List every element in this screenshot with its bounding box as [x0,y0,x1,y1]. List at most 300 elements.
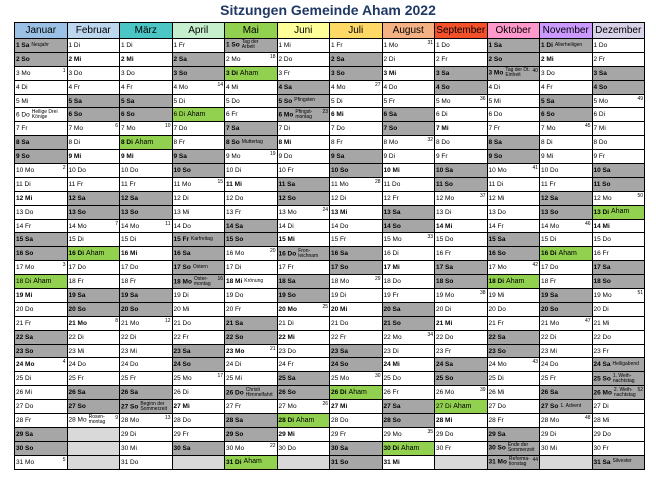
week-number: 19 [269,151,276,158]
day-cell [172,233,225,247]
day-number: 11 Fr [68,180,84,188]
day-number: 13 Mi [173,208,190,216]
day-number: 15 Mi [278,236,295,244]
day-cell [277,302,330,316]
day-cell [487,219,540,233]
day-row [15,455,645,469]
day-row [15,344,645,358]
day-cell [435,219,488,233]
day-number: 6 Mi [331,111,344,119]
day-cell [15,247,68,261]
day-number: 9 Di [383,153,396,161]
day-cell [540,94,593,108]
day-number: 15 Do [436,236,454,244]
day-number: 29 Di [541,430,557,438]
day-number: 4 Di [488,83,501,91]
day-number: 19 Fr [383,291,399,299]
day-number: 21 Mo [68,319,87,327]
day-row [15,39,645,53]
day-number: 9 Mi [541,153,554,161]
day-cell [277,344,330,358]
day-number: 15 Fr [173,236,190,244]
week-number: 31 [427,40,433,46]
day-cell [487,136,540,150]
day-number: 12 Do [226,194,244,202]
day-number: 3 Do [68,69,83,77]
day-number: 14 So [383,222,401,230]
day-number: 21 Do [331,319,349,327]
day-number: 30 Mo [226,444,245,452]
day-number: 21 Fr [16,319,32,327]
day-number: 13 Mi [331,208,348,216]
day-row [15,400,645,414]
holiday-note: Fron-leichnam [298,247,319,259]
day-row [15,150,645,164]
day-cell [67,136,120,150]
day-cell [15,275,68,289]
day-cell [382,427,435,441]
day-cell [67,302,120,316]
day-number: 2 Sa [173,55,187,63]
day-number: 26 So [278,389,296,397]
day-number: 16 Mi [121,250,138,258]
day-cell [15,191,68,205]
day-number: 7 Do [173,125,188,133]
day-number: 8 Di [121,139,133,147]
day-cell [382,150,435,164]
day-number: 20 Mo [278,305,297,313]
day-cell [487,344,540,358]
holiday-note: Muttertag [241,138,263,145]
day-cell [67,191,120,205]
day-number: 15 Sa [488,236,506,244]
event-label: Aham [187,111,206,119]
week-number: 20 [269,248,276,255]
day-cell [277,66,330,80]
day-cell [277,122,330,136]
day-cell [120,455,173,469]
day-number: 19 Sa [541,291,558,299]
day-number: 27 So [541,403,559,411]
day-number: 26 Sa [121,389,138,397]
day-number: 16 Sa [331,250,348,258]
month-header-november: November [540,23,593,39]
day-cell [225,400,278,414]
day-row [15,108,645,122]
day-number: 20 Fr [226,305,242,313]
day-cell [592,66,645,80]
day-cell [225,386,278,400]
day-cell [487,414,540,428]
day-cell [67,66,120,80]
day-cell [592,344,645,358]
holiday-note: Oster-montag [193,275,211,287]
day-cell [67,80,120,94]
day-cell [225,330,278,344]
day-number: 24 Sa [593,361,611,369]
day-cell [15,441,68,455]
day-cell [67,164,120,178]
day-number: 2 So [488,55,503,63]
week-number: 30 [374,373,381,380]
day-number: 28 Di [278,416,295,424]
day-cell [225,302,278,316]
day-cell [435,344,488,358]
day-cell [435,122,488,136]
day-cell [487,164,540,178]
day-number: 15 Do [593,236,611,244]
day-number: 24 Di [226,361,242,369]
day-cell [540,205,593,219]
day-cell [487,247,540,261]
day-cell [382,80,435,94]
day-cell [277,400,330,414]
day-row [15,289,645,303]
week-number: 40 [532,67,538,74]
day-number: 17 Sa [593,264,611,272]
day-cell [172,261,225,275]
day-number: 4 So [593,83,608,91]
day-number: 20 Do [488,305,506,313]
day-cell [540,122,593,136]
week-number: 21 [269,345,276,352]
day-number: 2 Sa [331,55,345,63]
day-number: 23 Sa [331,347,348,355]
day-number: 5 So [278,97,293,105]
day-cell [172,164,225,178]
day-cell [592,372,645,386]
day-cell [172,247,225,261]
day-number: 25 Mo [331,375,350,383]
day-number: 4 Fr [541,83,553,91]
day-cell [487,177,540,191]
day-cell [540,261,593,275]
day-number: 2 Mo [226,55,241,63]
day-number: 14 Mo [68,222,87,230]
day-cell [15,80,68,94]
day-number: 30 Mi [541,444,557,452]
day-cell [330,261,383,275]
day-number: 3 Sa [593,69,607,77]
day-number: 29 Fr [173,430,189,438]
day-number: 5 Sa [121,97,135,105]
week-number: 50 [637,192,643,199]
day-number: 14 Mo [121,222,140,230]
day-number: 9 So [488,153,503,161]
day-number: 1 Mo [383,41,398,49]
day-cell [120,80,173,94]
day-cell [487,205,540,219]
day-cell [540,414,593,428]
day-number: 25 So [436,375,454,383]
day-cell [67,330,120,344]
day-cell [225,122,278,136]
day-cell [330,330,383,344]
event-label: Aham [558,250,577,258]
day-number: 7 Mo [121,125,136,133]
day-cell [120,372,173,386]
day-number: 16 Di [541,250,557,258]
day-number: 10 Do [121,166,139,174]
day-cell [330,289,383,303]
day-row [15,66,645,80]
day-cell [435,358,488,372]
day-number: 10 Fr [278,166,294,174]
day-row [15,441,645,455]
day-cell [487,372,540,386]
day-number: 18 So [436,278,454,286]
day-number: 11 Mo [331,180,349,188]
day-number: 4 Sa [278,83,292,91]
day-cell [330,122,383,136]
day-cell [277,247,330,261]
day-number: 23 Mo [226,347,245,355]
day-number: 16 So [16,250,34,258]
day-number: 17 Do [121,264,139,272]
week-number: 23 [322,109,328,116]
day-number: 2 Mi [68,55,82,63]
day-number: 24 Sa [436,361,453,369]
day-cell [540,39,593,53]
day-number: 26 Mi [16,389,32,397]
day-number: 20 Di [593,305,609,313]
day-cell [540,177,593,191]
day-cell [592,386,645,400]
day-number: 4 Fr [121,83,133,91]
day-number: 7 Sa [226,125,240,133]
month-header-februar: Februar [67,23,120,39]
day-cell [592,136,645,150]
day-cell [225,358,278,372]
day-number: 11 Fr [121,180,136,188]
day-number: 21 Di [278,319,294,327]
day-cell [540,302,593,316]
day-number: 14 Di [278,222,294,230]
day-cell [382,122,435,136]
day-cell [540,80,593,94]
day-number: 14 Mi [593,222,610,230]
holiday-note: Heiligabend [612,361,639,368]
day-number: 14 Fr [488,222,504,230]
day-number: 19 Mi [488,291,505,299]
day-number: 27 Mi [331,403,348,411]
day-number: 11 Mi [226,180,242,188]
day-cell [67,289,120,303]
day-number: 30 Mi [121,444,137,452]
day-number: 19 Di [331,291,347,299]
day-number: 22 Fr [173,333,189,341]
day-cell [540,344,593,358]
day-cell [540,289,593,303]
day-cell [225,150,278,164]
day-number: 12 Sa [541,194,558,202]
day-cell [172,219,225,233]
day-cell [67,219,120,233]
day-number: 3 So [331,69,345,77]
day-number: 2 Mi [121,55,134,63]
day-number: 26 Fr [383,389,399,397]
event-label: Aham [506,277,525,285]
day-row [15,414,645,428]
day-number: 26 Mo [436,389,455,397]
day-cell [15,386,68,400]
day-number: 9 So [16,153,30,161]
day-cell [225,164,278,178]
day-cell [172,66,225,80]
day-cell [15,122,68,136]
day-cell [277,150,330,164]
day-number: 18 Mo [331,278,350,286]
day-number: 4 Fr [68,83,81,91]
day-number: 1 So [226,42,240,50]
day-number: 17 So [331,264,349,272]
day-number: 25 Sa [278,375,296,383]
day-cell [435,414,488,428]
day-number: 21 Mo [541,319,560,327]
day-number: 6 Di [436,111,448,119]
day-row [15,122,645,136]
holiday-note: 1. Weih-nachtstag [612,372,635,384]
month-header-august: August [382,23,435,39]
day-number: 28 Mi [593,416,610,424]
day-number: 19 Sa [121,291,138,299]
day-number: 26 Sa [68,389,86,397]
holiday-note: Ostern [192,263,208,270]
day-number: 16 Mo [226,250,245,258]
day-number: 20 So [121,305,139,313]
day-number: 19 Do [226,291,244,299]
day-cell [487,358,540,372]
day-number: 10 So [331,166,349,174]
day-cell [330,66,383,80]
day-cell [435,247,488,261]
day-number: 14 Mo [541,222,560,230]
day-cell [487,441,540,455]
day-cell [172,386,225,400]
day-cell [172,344,225,358]
day-number: 6 Di [173,111,186,119]
day-cell [487,52,540,66]
day-cell [67,358,120,372]
day-number: 17 Sa [436,264,453,272]
month-header-dezember: Dezember [592,23,645,39]
day-cell [120,330,173,344]
day-cell [487,261,540,275]
day-cell [277,427,330,441]
day-cell [120,358,173,372]
day-number: 9 Fr [436,153,448,161]
day-number: 23 So [488,347,506,355]
day-cell [225,108,278,122]
day-cell [487,316,540,330]
day-cell [592,122,645,136]
day-number: 21 Do [173,319,191,327]
day-number: 17 Mo [16,264,35,272]
week-number: 1 [62,67,66,74]
day-cell [15,330,68,344]
day-cell [592,455,645,469]
day-cell [277,261,330,275]
day-number: 1 Fr [173,41,186,49]
day-number: 22 Do [593,333,611,341]
day-number: 3 Fr [278,69,291,77]
day-number: 22 Sa [16,333,33,341]
day-number: 13 So [68,208,86,216]
day-cell [435,191,488,205]
holiday-note: Reforma-tionstag [508,456,530,468]
day-number: 14 Mi [436,222,453,230]
holiday-note: Christi Himmelfahrt [245,386,273,398]
day-cell [592,39,645,53]
day-number: 12 Mi [488,194,505,202]
week-number: 2 [62,165,66,172]
day-cell [592,191,645,205]
day-number: 8 Sa [488,139,502,147]
day-number: 15 So [226,236,244,244]
day-number: 8 Do [436,139,450,147]
holiday-note: Neujahr [31,41,49,48]
day-cell [382,289,435,303]
day-cell [382,164,435,178]
day-number: 19 Mi [16,291,33,299]
day-number: 3 Mo [488,69,504,77]
day-number: 13 Fr [226,208,242,216]
week-number: 9 [115,415,118,422]
week-number: 14 [217,81,223,88]
day-cell [382,330,435,344]
day-number: 1 Fr [331,41,343,49]
day-number: 10 Do [541,166,559,174]
day-cell [382,108,435,122]
day-number: 29 Fr [331,430,347,438]
day-number: 4 Mo [331,83,346,91]
day-number: 8 Sa [16,139,30,147]
day-cell [330,247,383,261]
month-header-märz: März [120,23,173,39]
day-number: 20 Do [16,305,34,313]
day-number: 25 So [593,375,611,383]
day-number: 14 Do [331,222,349,230]
day-cell [382,386,435,400]
day-number: 14 Fr [16,222,32,230]
day-row [15,386,645,400]
day-cell [277,358,330,372]
day-cell [592,330,645,344]
day-number: 17 Mi [383,264,400,272]
day-cell [120,344,173,358]
day-number: 13 Di [593,208,610,216]
day-number: 5 Do [226,97,240,105]
day-cell [225,441,278,455]
day-number: 3 Mo [16,69,31,77]
day-cell [277,136,330,150]
day-cell [277,386,330,400]
day-cell [277,39,330,53]
event-label: Aham [243,458,262,466]
day-cell [120,302,173,316]
day-cell [435,164,488,178]
week-number: 24 [322,206,328,213]
day-number: 6 So [541,111,555,119]
day-cell [435,316,488,330]
day-number: 23 Mi [541,347,557,355]
day-cell [382,136,435,150]
day-number: 10 Mo [16,166,35,174]
day-cell [120,52,173,66]
day-number: 9 Sa [331,153,345,161]
day-cell [592,205,645,219]
day-number: 25 Fr [541,375,557,383]
